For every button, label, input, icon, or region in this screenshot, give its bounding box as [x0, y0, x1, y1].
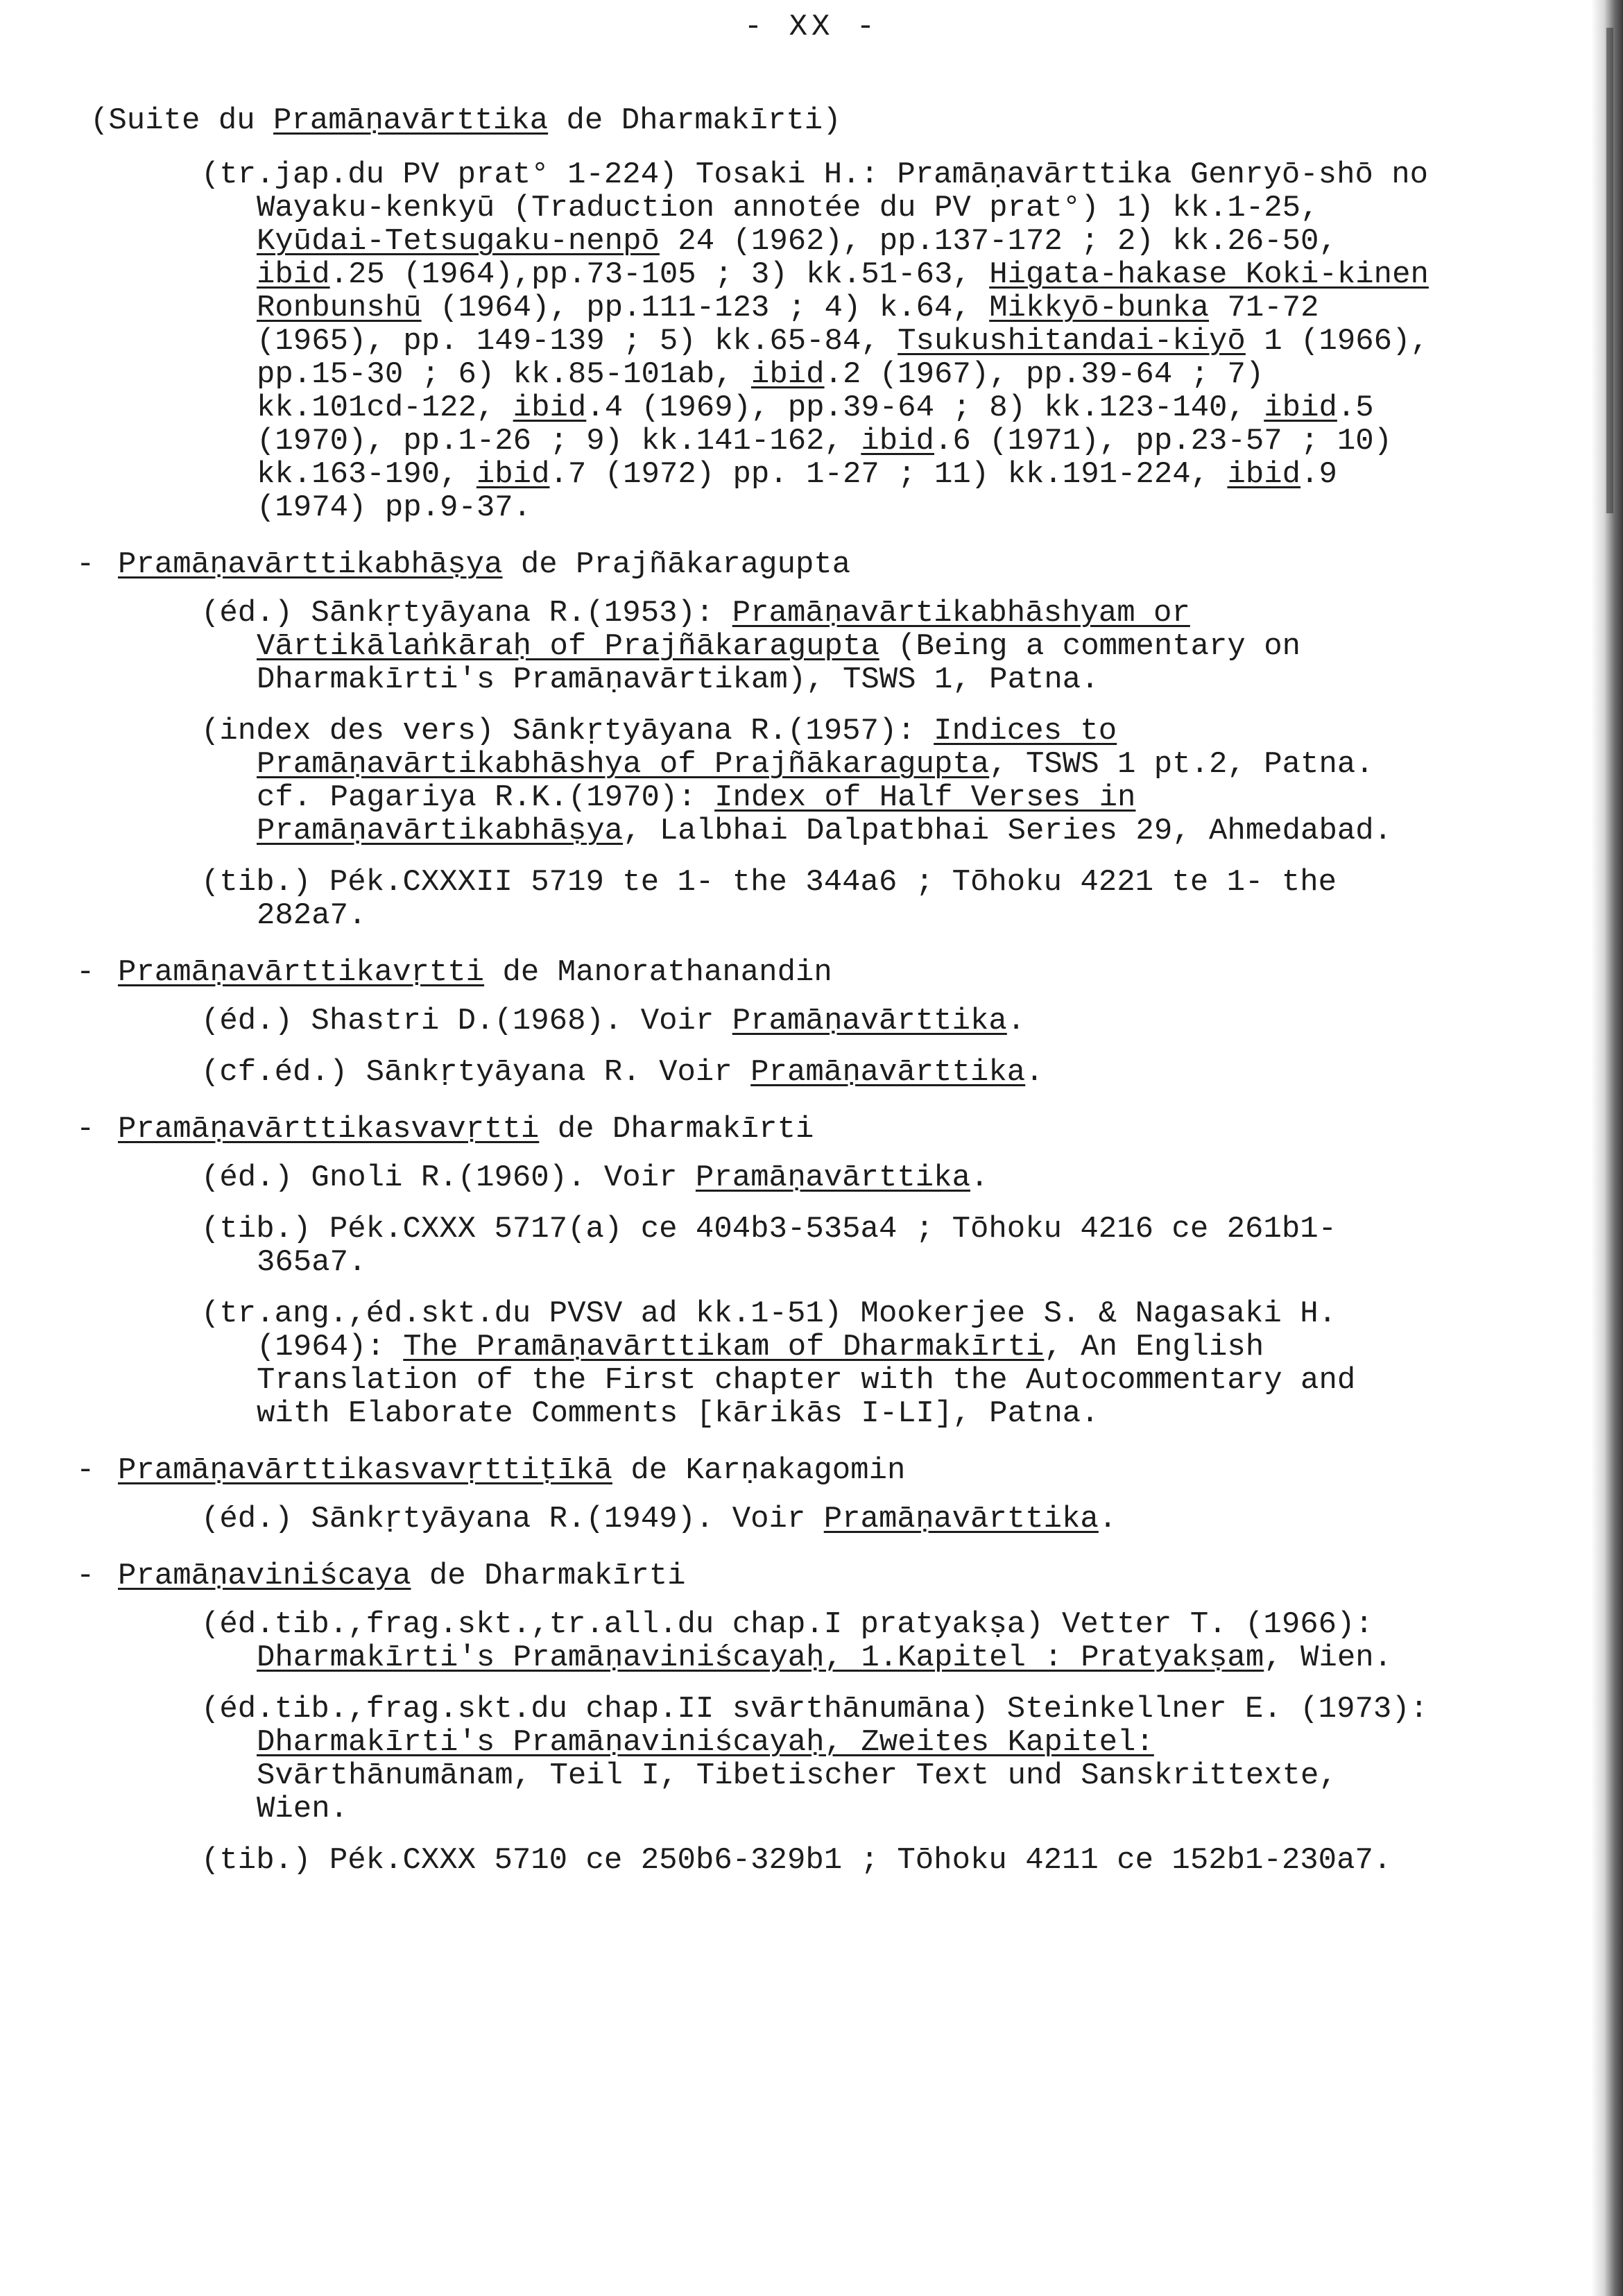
reference-title: ibid	[257, 257, 330, 292]
entry-reference	[201, 1056, 1429, 1089]
entry-title: Pramāṇaviniścaya	[118, 1559, 411, 1593]
reference-title: Pramāṇavārtikabhāshyam or Vārtikālaṅkāraḥ of Prajñākaragupta	[257, 596, 1190, 664]
reference-text: (tr.ang.,éd.skt.du PVSV ad kk.1-51) Mookerjee S. & Nagasaki H.(1964):	[201, 1296, 1337, 1364]
reference-title: ibid	[1264, 391, 1337, 425]
reference-text: .	[970, 1160, 989, 1195]
bibliography-entry	[76, 548, 1429, 932]
scan-edge-shadow	[1591, 0, 1623, 2296]
reference-title: Indices to Pramāṇavārtikabhāshya of Prajñākaragupta	[257, 714, 1117, 782]
entry-reference	[201, 597, 1429, 696]
entry-reference	[201, 866, 1429, 932]
entry-reference	[201, 158, 1429, 524]
entry-dash: -	[76, 1559, 95, 1593]
reference-text: 71-72 (1965), pp. 149-139 ; 5) kk.65-84,	[257, 291, 1319, 359]
reference-title: Mikkyō-bunka	[989, 291, 1210, 325]
reference-text: , An English Translation of the First chapter with the Autocommentary and with Elaborate Comments [kārikās I-LI], Patna.	[257, 1330, 1356, 1431]
reference-text: .	[1006, 1004, 1026, 1038]
reference-text: (Being a commentary on Dharmakīrti's Pramāṇavārtikam), TSWS 1, Patna.	[257, 629, 1301, 697]
bibliography-entry	[76, 1454, 1429, 1536]
reference-title: Dharmakīrti's Pramāṇaviniścayaḥ, Zweites Kapitel:	[257, 1725, 1154, 1760]
entry-dash: -	[76, 1112, 95, 1147]
entry-dash: -	[76, 1453, 95, 1488]
entry-reference	[201, 1004, 1429, 1038]
reference-text: (éd.) Shastri D.(1968). Voir	[201, 1004, 732, 1038]
reference-text: (tib.) Pék.CXXX 5710 ce 250b6-329b1 ; Tōhoku 4211 ce 152b1-230a7.	[201, 1843, 1392, 1878]
reference-title: Tsukushitandai-kiyō	[898, 324, 1246, 359]
entry-heading	[76, 548, 1429, 581]
entry-reference	[201, 1608, 1429, 1674]
reference-text: (tib.) Pék.CXXXII 5719 te 1- the 344a6 ; Tōhoku 4221 te 1- the 282a7.	[201, 865, 1337, 933]
entry-reference	[201, 714, 1429, 848]
entry-title: Pramāṇavārttikasvavṛttiṭīkā	[118, 1453, 612, 1488]
reference-text: .4 (1969), pp.39-64 ; 8) kk.123-140,	[586, 391, 1264, 425]
entry-reference	[201, 1161, 1429, 1194]
entry-author: de Karṇakagomin	[612, 1453, 906, 1488]
reference-text: .	[1098, 1502, 1117, 1536]
reference-text: , TSWS 1 pt.2, Patna. cf. Pagariya R.K.(1970):	[257, 747, 1374, 815]
scan-edge-mark	[1606, 28, 1613, 513]
reference-title: Dharmakīrti's Pramāṇaviniścayaḥ, 1.Kapitel : Pratyakṣam	[257, 1640, 1264, 1675]
reference-title: Pramāṇavārttika	[732, 1004, 1007, 1038]
reference-text: 1 (1966), pp.15-30 ; 6) kk.85-101ab,	[257, 324, 1429, 392]
bibliography-entry	[76, 158, 1429, 524]
reference-text: (tib.) Pék.CXXX 5717(a) ce 404b3-535a4 ; Tōhoku 4216 ce 261b1-365a7.	[201, 1212, 1337, 1280]
reference-title: Index of Half Verses in Pramāṇavārtikabhāṣya	[257, 780, 1136, 848]
reference-title: Pramāṇavārttika	[823, 1502, 1099, 1536]
reference-text: .	[1025, 1055, 1044, 1090]
entry-author: de Dharmakīrti	[411, 1559, 686, 1593]
entry-title: Pramāṇavārttikabhāṣya	[118, 547, 503, 582]
reference-title: ibid	[750, 357, 825, 392]
entry-heading	[76, 1113, 1429, 1146]
continuation-heading: (Suite du Pramāṇavārttika de Dharmakīrti)	[90, 103, 841, 138]
reference-title: Kyūdai-Tetsugaku-nenpō	[257, 224, 660, 259]
page-number: - XX -	[744, 10, 879, 44]
entry-title: Pramāṇavārttikavṛtti	[118, 955, 485, 990]
entry-reference	[201, 1693, 1429, 1826]
reference-title: ibid	[861, 424, 934, 459]
reference-text: (index des vers) Sānkṛtyāyana R.(1957):	[201, 714, 934, 748]
reference-text: (éd.) Sānkṛtyāyana R.(1953):	[201, 596, 732, 631]
reference-title: Higata-hakase Koki-kinen Ronbunshū	[257, 257, 1429, 325]
entry-author: de Prajñākaragupta	[502, 547, 851, 582]
entry-reference	[201, 1502, 1429, 1536]
bibliography	[76, 104, 1429, 1901]
entry-reference	[201, 1844, 1429, 1877]
reference-text: , Wien.	[1264, 1640, 1393, 1675]
entry-list	[76, 158, 1429, 1877]
reference-text: (tr.jap.du PV prat° 1-224) Tosaki H.: Pramāṇavārttika Genryō-shō no Wayaku-kenkyū (Traduction annotée du PV prat°) 1) kk.1-25,	[201, 157, 1429, 225]
reference-text: .25 (1964),pp.73-105 ; 3) kk.51-63,	[329, 257, 990, 292]
entry-author: de Dharmakīrti	[539, 1112, 814, 1147]
reference-text: (éd.tib.,frag.skt.,tr.all.du chap.I pratyakṣa) Vetter T. (1966):	[201, 1607, 1373, 1642]
reference-text: .9 (1974) pp.9-37.	[257, 457, 1337, 525]
reference-text: 24 (1962), pp.137-172 ; 2) kk.26-50,	[659, 224, 1337, 259]
reference-text: .7 (1972) pp. 1-27 ; 11) kk.191-224,	[549, 457, 1228, 492]
reference-title: The Pramāṇavārttikam of Dharmakīrti	[403, 1330, 1045, 1364]
reference-text: Svārthānumānam, Teil I, Tibetischer Text und Sanskrittexte, Wien.	[257, 1758, 1337, 1826]
reference-text: (éd.tib.,frag.skt.du chap.II svārthānumāna) Steinkellner E. (1973):	[201, 1692, 1429, 1727]
reference-text: , Lalbhai Dalpatbhai Series 29, Ahmedabad.	[623, 814, 1393, 848]
entry-author: de Manorathanandin	[484, 955, 832, 990]
entry-reference	[201, 1297, 1429, 1430]
reference-title: Pramāṇavārttika	[750, 1055, 1026, 1090]
reference-text: (éd.) Sānkṛtyāyana R.(1949). Voir	[201, 1502, 824, 1536]
reference-text: .2 (1967), pp.39-64 ; 7) kk.101cd-122,	[257, 357, 1264, 425]
reference-text: .5 (1970), pp.1-26 ; 9) kk.141-162,	[257, 391, 1374, 459]
entry-dash: -	[76, 547, 95, 582]
bibliography-entry	[76, 1559, 1429, 1877]
bibliography-entry	[76, 1113, 1429, 1430]
bibliography-entry	[76, 956, 1429, 1089]
reference-text: (cf.éd.) Sānkṛtyāyana R. Voir	[201, 1055, 751, 1090]
reference-title: ibid	[476, 457, 550, 492]
entry-heading	[76, 1559, 1429, 1593]
reference-title: ibid	[1227, 457, 1301, 492]
reference-text: (1964), pp.111-123 ; 4) k.64,	[421, 291, 990, 325]
reference-title: Pramāṇavārttika	[695, 1160, 970, 1195]
entry-heading	[76, 1454, 1429, 1487]
entry-dash: -	[76, 955, 95, 990]
reference-title: ibid	[513, 391, 587, 425]
reference-text: (éd.) Gnoli R.(1960). Voir	[201, 1160, 696, 1195]
reference-text: .6 (1971), pp.23-57 ; 10) kk.163-190,	[257, 424, 1393, 492]
entry-heading	[76, 956, 1429, 989]
entry-reference	[201, 1213, 1429, 1279]
entry-title: Pramāṇavārttikasvavṛtti	[118, 1112, 540, 1147]
